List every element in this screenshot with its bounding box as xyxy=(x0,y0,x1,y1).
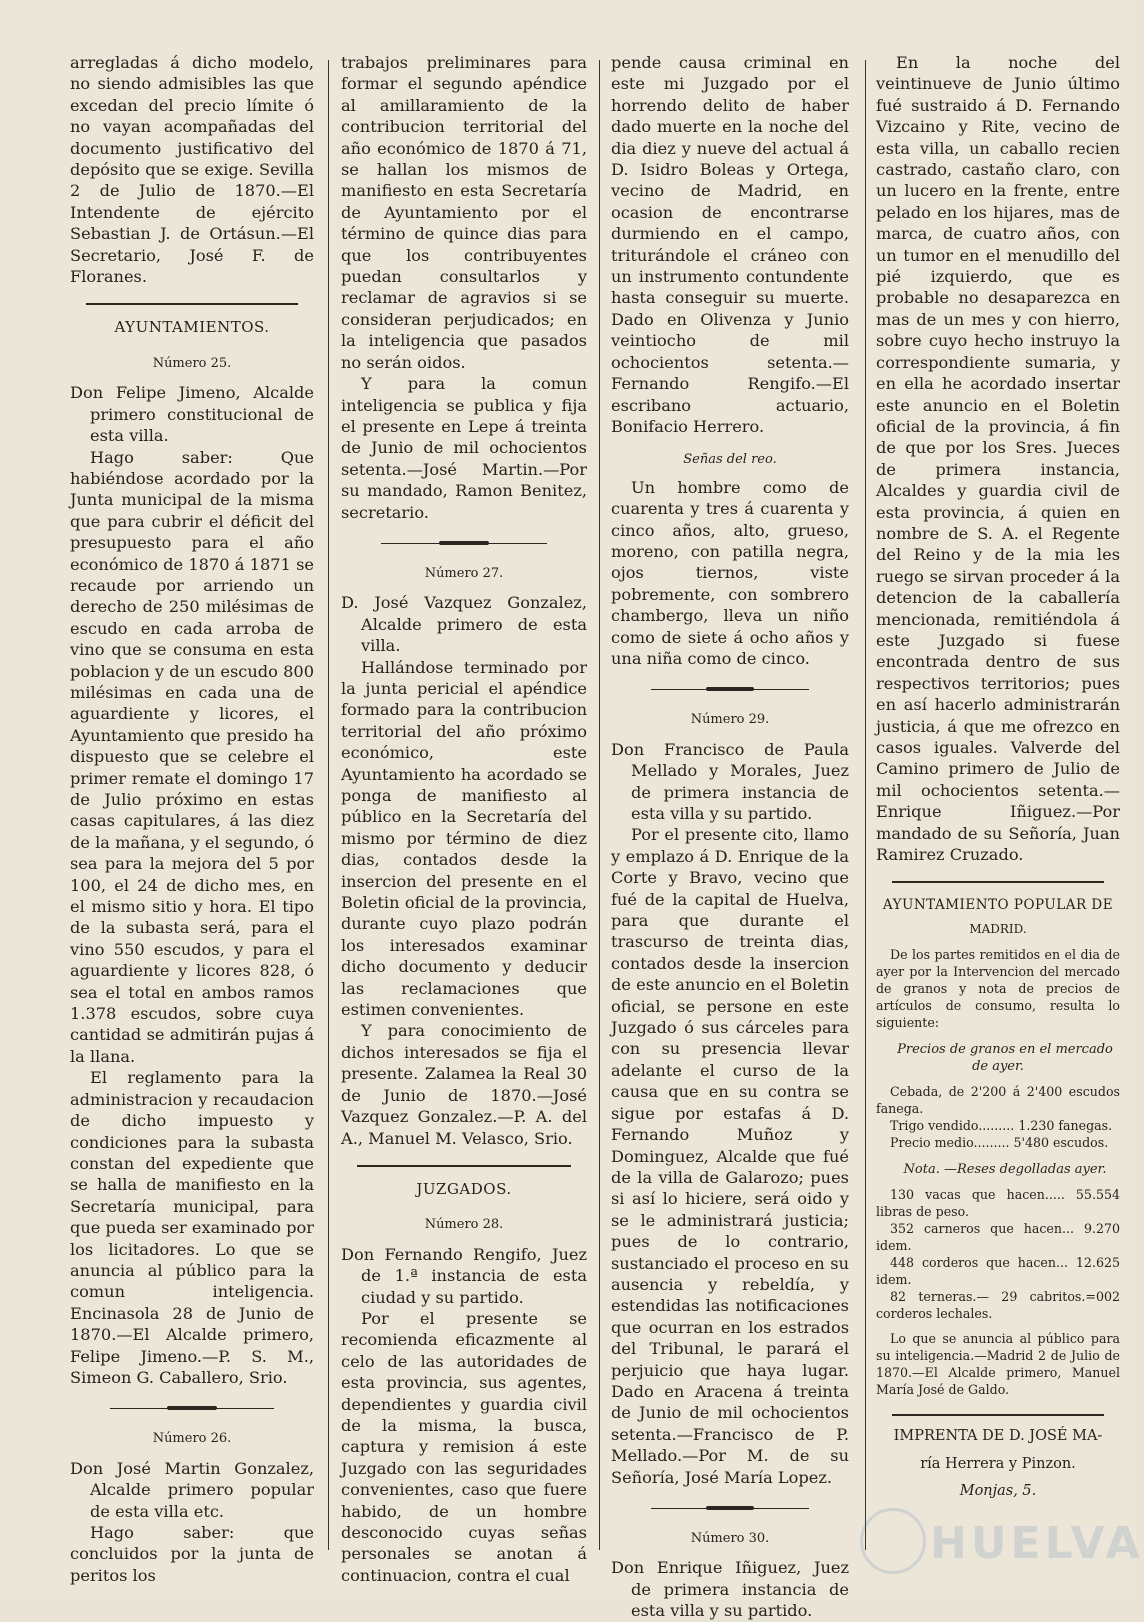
terneras-line: 82 terneras.— 29 cabritos.=002 corderos lechales. xyxy=(876,1289,1120,1322)
notice-number-28: Número 28. xyxy=(424,1217,504,1233)
notice-29-body: Por el presente cito, llamo y emplazo á D. Enrique de la Corte y Bravo, vecino que fué de la capital de Huelva, para que durante el trascurso de treinta dias, contados desde la insercion de este anuncio en el Boletin oficial, se persone en este Juzgado ó sus cárceles para con su presencia llevar adelante el curso de la causa que en su contra se sigue por estafas á D. Fernando Muñoz y Dominguez, Alcalde que fué de la villa de Galarozo; pues si así lo hiciere, será oido y se le administrará justicia; pues de lo contrario, sustanciado el proceso en su ausencia y rebeldía, y estendidas las notificaciones que ocurran en los estrados del Tribunal, le parará el perjuicio que haya lugar. Dado en Aracena á treinta de Junio de mil ochocientos setenta.—Francisco de P. Mellado.—Por M. de su Señoría, José María Lopez. xyxy=(611,825,849,1487)
huelva-watermark xyxy=(870,1508,1144,1578)
notice-25-body: Hago saber: Que habiéndose acordado por la Junta municipal de la misma que para cubrir el déficit del presupuesto para el año económico de 1870 á 1871 se recaude por arriendo un derecho de 250 milésimas de escudo en cada arroba de vino que se consuma en esta poblacion y de un escudo 800 milésimas en cada una de aguardiente y licores, el Ayuntamiento que presido ha dispuesto que se celebre el primer remate el domingo 17 de Julio próximo en estas casas capitulares, á las diez de la mañana, y el segundo, ó sea para la mejora del 5 por 100, el 24 de dicho mes, en el mismo sitio y hora. El tipo de la subasta será, para el vino 550 escudos, y para el aguardiente y licores 828, ó sea el total en ambos ramos 1.378 escudos, sobre cuya cantidad se admitirán pujas á la llana. xyxy=(70,447,314,1066)
precio-line: Precio medio......... 5'480 escudos. xyxy=(890,1135,1109,1151)
section-heading-juzgados: JUZGADOS. xyxy=(416,1179,512,1198)
section-subheading-madrid: MADRID. xyxy=(969,921,1027,936)
notice-25-lead: Don Felipe Jimeno, Alcalde primero constitucional de esta villa. xyxy=(70,383,314,446)
notice-29-lead: Don Francisco de Paula Mellado y Morales, Juez de primera instancia de esta villa y su partido. xyxy=(611,739,849,823)
cebada-line: Cebada, de 2'200 á 2'400 escudos fanega. xyxy=(876,1084,1120,1117)
ornament-rule xyxy=(110,1404,274,1414)
column-divider xyxy=(599,60,600,1550)
notice-number-27: Número 27. xyxy=(424,565,504,581)
ornament-rule xyxy=(381,539,547,549)
notice-27-lead: D. José Vazquez Gonzalez, Alcalde primero de esta villa. xyxy=(341,593,587,656)
ornament-rule xyxy=(651,685,809,695)
senas-body: Un hombre como de cuarenta y tres á cuarenta y cinco años, alto, grueso, moreno, con patilla negra, ojos tiernos, viste pobremente, con sombrero chambergo, lleva un niño como de siete á ocho años y una niña como de cinco. xyxy=(611,477,849,668)
notice-26-continued: trabajos preliminares para formar el segundo apéndice al amillaramiento de la contribucion territorial del año económico de 1870 á 71, se hallan los mismos de manifiesto en esta Secretaría de Ayuntamiento por el término de quince dias para que los contribuyentes puedan consultarlos y reclamar de agravios si se consideran perjudicados; en la inteligencia que pasados no serán oidos. xyxy=(341,53,587,372)
column-4 xyxy=(876,52,1120,1592)
column-divider xyxy=(328,60,329,1550)
section-rule xyxy=(357,1165,571,1167)
section-heading-ayuntamientos: AYUNTAMIENTOS. xyxy=(114,318,270,337)
notice-28-continued: pende causa criminal en este mi Juzgado por el horrendo delito de haber dado muerte en la noche del dia diez y nueve del actual á D. Isidro Boleas y Ortega, vecino de Madrid, en ocasion de encontrarse durmiendo en el campo, triturándole el cráneo con un instrumento contundente hasta conseguir su muerte. Dado en Olivenza y Junio veintiocho de mil ochocientos setenta.—Fernando Rengifo.—El escribano actuario, Bonifacio Herrero. xyxy=(611,53,849,436)
notice-30-lead: Don Enrique Iñiguez, Juez de primera instancia de esta villa y su partido. xyxy=(611,1558,849,1621)
vacas-line: 130 vacas que hacen..... 55.554 libras de peso. xyxy=(876,1187,1120,1220)
section-rule xyxy=(86,303,298,305)
madrid-intro: De los partes remitidos en el dia de ayer por la Intervencion del mercado de granos y nota de precios de artículos de consumo, resulta lo siguiente: xyxy=(876,947,1120,1031)
notice-28-body: Por el presente se recomienda eficazmente al celo de las autoridades de esta provincia, sus agentes, dependientes y guardia civil de la misma, la busca, captura y remision á este Juzgado con las seguridades convenientes, caso que fuere habido, de un hombre desconocido cuyas señas personales se anotan á continuacion, contra el cual xyxy=(341,1308,587,1585)
notice-28-lead: Don Fernando Rengifo, Juez de 1.ª instancia de esta ciudad y su partido. xyxy=(341,1244,587,1307)
nota-heading: Nota. —Reses degolladas ayer. xyxy=(903,1162,1107,1178)
imprenta-line-3: Monjas, 5. xyxy=(959,1483,1037,1500)
imprenta-line-2: ría Herrera y Pinzon. xyxy=(920,1455,1076,1472)
section-heading-madrid: AYUNTAMIENTO POPULAR DE xyxy=(882,897,1114,914)
carneros-line: 352 carneros que hacen... 9.270 idem. xyxy=(876,1221,1120,1254)
column-2 xyxy=(341,52,587,1592)
notice-26-lead: Don José Martin Gonzalez, Alcalde primero popular de esta villa etc. xyxy=(70,1458,314,1521)
precios-heading: Precios de granos en el mercado de ayer. xyxy=(897,1042,1113,1075)
imprenta-line-1: IMPRENTA DE D. JOSÉ MA- xyxy=(893,1428,1103,1445)
notice-26-body: Hago saber: que concluidos por la junta de peritos los xyxy=(70,1523,314,1585)
corderos-line: 448 corderos que hacen... 12.625 idem. xyxy=(876,1255,1120,1288)
section-rule xyxy=(892,1414,1104,1416)
ornament-rule xyxy=(651,1504,809,1514)
seal-icon xyxy=(860,1508,926,1574)
notice-number-30: Número 30. xyxy=(690,1531,770,1546)
column-1 xyxy=(70,52,314,1592)
column-divider xyxy=(865,60,866,1550)
madrid-closing: Lo que se anuncia al público para su inteligencia.—Madrid 2 de Julio de 1870.—El Alcalde primero, Manuel María José de Galdo. xyxy=(876,1331,1120,1398)
notice-number-26: Número 26. xyxy=(152,1431,232,1447)
column-3 xyxy=(611,52,849,1621)
notice-27-closing: Y para conocimiento de dichos interesados se fija el presente. Zalamea la Real 30 de Junio de 1870.—José Vazquez Gonzalez.—P. A. del A., Manuel M. Velasco, Srio. xyxy=(341,1021,587,1148)
notice-number-25: Número 25. xyxy=(152,355,232,371)
notice-30-body: En la noche del veintinueve de Junio último fué sustraido á D. Fernando Vizcaino y Rite, vecino de esta villa, un caballo recien castrado, castaño claro, con un lucero en la frente, entre pelado en los hijares, mas de marca, de cuatro años, con un tumor en el menudillo del pié izquierdo, que es probable no desaparezca en mas de un mes y con hierro, sobre cuyo hecho instruyo la correspondiente sumaria, y en ella he acordado insertar este anuncio en el Boletin oficial de la provincia, á fin de que por los Sres. Jueces de primera instancia, Alcaldes y guardia civil de esta provincia, á quien en nombre de S. A. el Regente del Reino y de la mia les ruego se sirvan proceder á la detencion de la caballería mencionada, remitiéndola á este Juzgado si fuese encontrada dentro de sus respectivos territorios; pues en así hacerlo administrarán justicia, á que me ofrezco en casos iguales. Valverde del Camino primero de Julio de mil ochocientos setenta.—Enrique Iñiguez.—Por mandado de su Señoría, Juan Ramirez Cruzado. xyxy=(876,53,1120,865)
trigo-line: Trigo vendido......... 1.230 fanegas. xyxy=(890,1118,1113,1134)
notice-number-29: Número 29. xyxy=(690,712,770,728)
notice-25-body-2: El reglamento para la administracion y recaudacion de dicho impuesto y condiciones para la subasta constan del expediente que se halla de manifiesto en la Secretaría municipal, para que pueda ser examinado por los licitadores. Lo que se anuncia al público para la comun inteligencia. Encinasola 28 de Junio de 1870.—El Alcalde primero, Felipe Jimeno.—P. S. M., Simeon G. Caballero, Srio. xyxy=(70,1068,314,1387)
watermark-text: HUELVA xyxy=(930,1518,1144,1569)
senas-heading: Señas del reo. xyxy=(683,452,777,468)
notice-26-closing: Y para la comun inteligencia se publica y fija el presente en Lepe á treinta de Junio de mil ochocientos setenta.—José Martin.—Por su mandado, Ramon Benitez, secretario. xyxy=(341,374,587,522)
intendente-notice: arregladas á dicho modelo, no siendo admisibles las que excedan del precio límite ó no vayan acompañadas del documento justificativo del depósito que se exige. Sevilla 2 de Julio de 1870.—El Intendente de ejército Sebastian J. de Ortásun.—El Secretario, José F. de Floranes. xyxy=(70,53,314,287)
notice-27-body: Hallándose terminado por la junta pericial el apéndice formado para la contribucion territorial del año próximo económico, este Ayuntamiento ha acordado se ponga de manifiesto al público en la Secretaría del mismo por término de diez dias, contados desde la insercion del presente en el Boletin oficial de la provincia, durante cuyo plazo podrán los interesados examinar dicho documento y deducir las reclamaciones que estimen convenientes. xyxy=(341,657,587,1020)
section-rule xyxy=(892,881,1104,883)
madrid-report xyxy=(876,946,1120,1398)
